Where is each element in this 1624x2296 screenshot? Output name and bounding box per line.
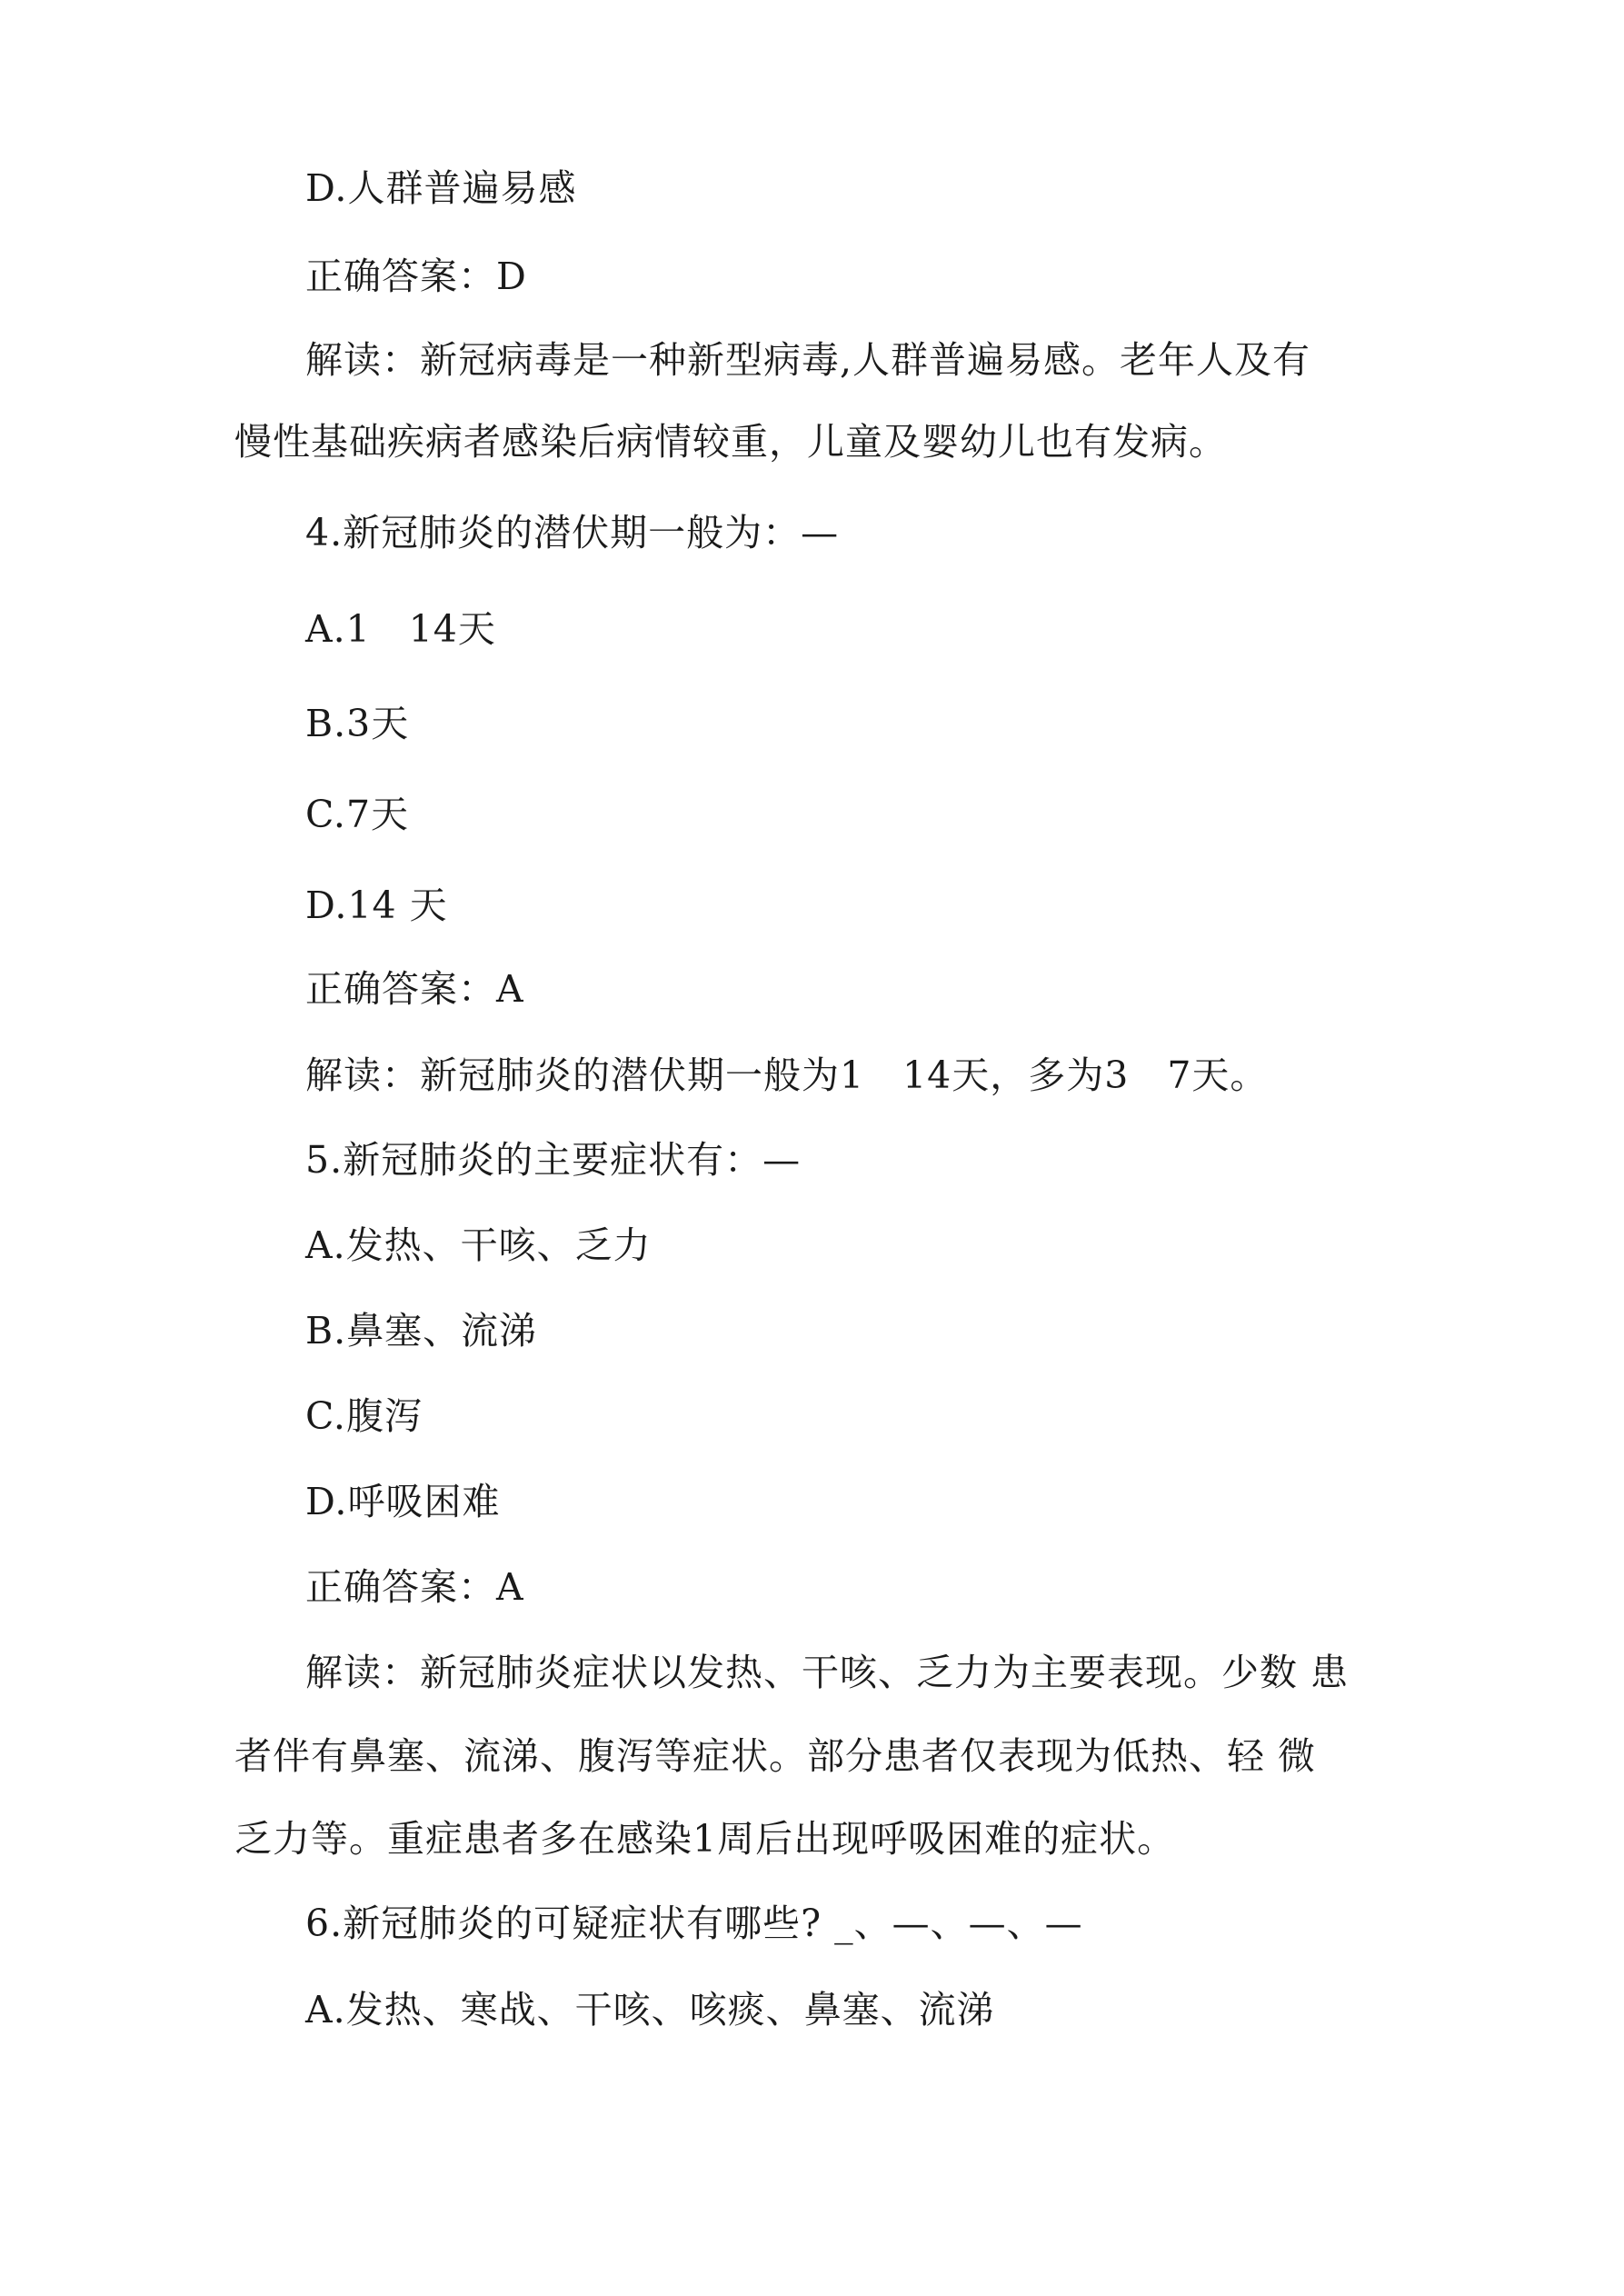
q3-option-d: D.人群普遍易感 bbox=[305, 166, 577, 210]
q5-option-a: A.发热、干咳、乏力 bbox=[305, 1223, 652, 1267]
q4-explanation: 解读：新冠肺炎的潜伏期一般为1 14天，多为3 7天。 bbox=[305, 1053, 1269, 1097]
q4-option-c: C.7天 bbox=[305, 793, 410, 836]
q6-option-a: A.发热、寒战、干咳、咳痰、鼻塞、流涕 bbox=[305, 1988, 995, 2031]
q4-option-b: B.3天 bbox=[305, 702, 410, 745]
q4-question: 4.新冠肺炎的潜伏期一般为：— bbox=[305, 511, 840, 554]
q4-option-a: A.1 14天 bbox=[305, 607, 496, 651]
q3-explanation-line2: 慢性基础疾病者感染后病情较重，儿童及婴幼儿也有发病。 bbox=[234, 420, 1227, 464]
q5-option-c: C.腹泻 bbox=[305, 1394, 423, 1438]
q3-explanation-line1: 解读：新冠病毒是一种新型病毒,人群普遍易感。老年人及有 bbox=[305, 338, 1311, 382]
q5-explanation-line2: 者伴有鼻塞、流涕、腹泻等症状。部分患者仅表现为低热、轻 微 bbox=[234, 1734, 1317, 1778]
q5-question: 5.新冠肺炎的主要症状有：— bbox=[305, 1138, 802, 1182]
q5-answer: 正确答案：A bbox=[305, 1565, 524, 1609]
q6-question: 6.新冠肺炎的可疑症状有哪些? _、—、—、— bbox=[305, 1902, 1083, 1945]
q5-option-b: B.鼻塞、流涕 bbox=[305, 1309, 538, 1353]
q5-option-d: D.呼吸困难 bbox=[305, 1480, 501, 1523]
q3-answer: 正确答案：D bbox=[305, 255, 527, 298]
q4-option-d: D.14 天 bbox=[305, 883, 448, 927]
q5-explanation-line1: 解读：新冠肺炎症状以发热、干咳、乏力为主要表现。少数 患 bbox=[305, 1651, 1350, 1694]
q4-answer: 正确答案：A bbox=[305, 967, 524, 1011]
q5-explanation-line3: 乏力等。重症患者多在感染1周后出现呼吸困难的症状。 bbox=[234, 1817, 1176, 1861]
